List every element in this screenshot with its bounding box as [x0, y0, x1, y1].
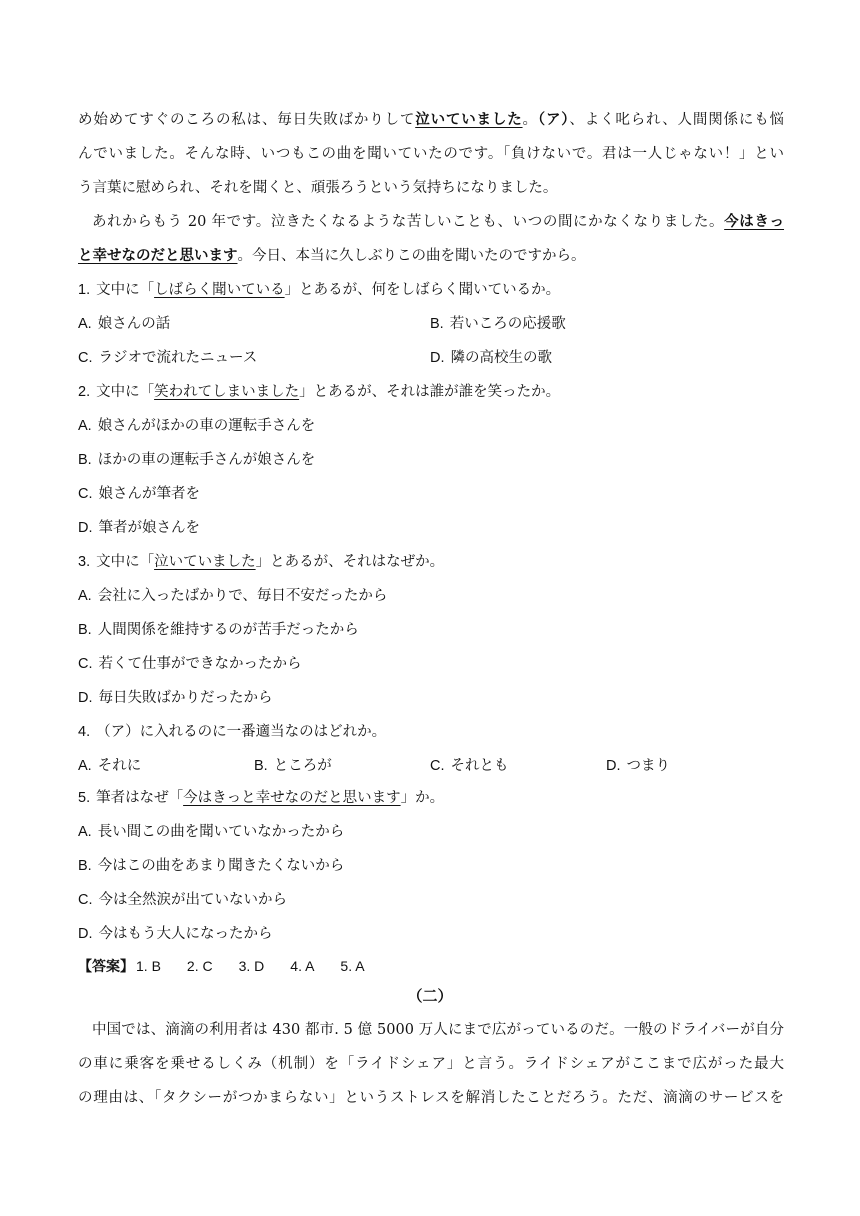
option-text: 娘さんが筆者を — [98, 486, 200, 502]
passage-line — [92, 212, 784, 232]
option-a — [78, 822, 344, 842]
question-text: 文中に「 — [96, 554, 155, 570]
answer-item: 4. A — [290, 958, 315, 974]
option-label: D. — [78, 520, 93, 536]
question-text: 筆者はなぜ「 — [96, 790, 184, 806]
option-c — [78, 890, 287, 910]
answer-item: 5. A — [340, 958, 365, 974]
option-label: A. — [78, 758, 92, 774]
passage-line: の車に乗客を乗せるしくみ（机制）を「ライドシェア」と言う。ライドシェアがここまで広がった最大 — [78, 1056, 784, 1072]
question-3 — [78, 552, 784, 572]
passage-text: め始めてすぐのころの私は、毎日失敗ばかりして — [78, 112, 416, 128]
option-label: C. — [430, 758, 445, 774]
option-text: 娘さんの話 — [97, 316, 171, 332]
option-b — [78, 620, 359, 640]
option-label: D. — [78, 926, 93, 942]
passage-line — [78, 246, 784, 266]
option-text: 若いころの応援歌 — [449, 316, 566, 332]
option-a — [78, 756, 141, 776]
question-text: （ア）に入れるのに一番適当なのはどれか。 — [96, 724, 387, 740]
question-2 — [78, 382, 784, 402]
option-c — [78, 348, 257, 368]
option-text: ラジオで流れたニュース — [98, 350, 258, 366]
option-text: 長い間この曲を聞いていなかったから — [97, 824, 345, 840]
option-label: C. — [78, 656, 93, 672]
option-label: B. — [78, 622, 92, 638]
option-d — [78, 518, 200, 538]
option-d — [78, 688, 273, 708]
option-label: A. — [78, 316, 92, 332]
option-text: 筆者が娘さんを — [98, 520, 200, 536]
question-5 — [78, 788, 784, 808]
question-text: 」とあるが、何をしばらく聞いているか。 — [284, 282, 561, 298]
passage-text: 、よく叱られ、人間関係にも悩 — [569, 112, 785, 128]
underlined-phrase: と幸せなのだと思います — [78, 247, 238, 264]
question-number: 3. — [78, 554, 91, 570]
option-text: それとも — [450, 758, 509, 774]
option-label: D. — [78, 690, 93, 706]
passage-text: あれからもう 20 年です。泣きたくなるような苦しいことも、いつの間にかなくなりました。 — [92, 214, 725, 230]
answer-item: 3. D — [238, 958, 265, 974]
passage-text: 。今日、本当に久しぶりこの曲を聞いたのですから。 — [237, 248, 586, 264]
question-text: 文中に「 — [96, 282, 155, 298]
option-text: 隣の高校生の歌 — [450, 350, 552, 366]
option-a — [78, 416, 315, 436]
question-number: 5. — [78, 790, 91, 806]
option-text: 今は全然涙が出ていないから — [98, 892, 287, 908]
option-label: B. — [430, 316, 444, 332]
question-text: 」とあるが、それはなぜか。 — [255, 554, 445, 570]
blank-marker: （ア） — [537, 111, 570, 128]
question-text: 文中に「 — [96, 384, 155, 400]
option-text: それに — [97, 758, 142, 774]
option-label: D. — [606, 758, 621, 774]
answer-item: 2. C — [186, 958, 213, 974]
option-c — [430, 756, 509, 776]
question-number: 2. — [78, 384, 91, 400]
question-number: 1. — [78, 282, 91, 298]
option-label: B. — [78, 858, 92, 874]
option-text: ほかの車の運転手さんが娘さんを — [97, 452, 316, 468]
passage-line: う言葉に慰められ、それを聞くと、頑張ろうという気持ちになりました。 — [78, 180, 558, 196]
option-label: D. — [430, 350, 445, 366]
option-b — [78, 450, 315, 470]
option-a — [78, 586, 387, 606]
option-text: ところが — [273, 758, 332, 774]
question-4 — [78, 722, 784, 742]
option-label: A. — [78, 418, 92, 434]
answer-key — [78, 956, 391, 977]
underlined-phrase: 今はきっ — [724, 213, 785, 230]
option-text: 会社に入ったばかりで、毎日不安だったから — [97, 588, 388, 604]
option-c — [78, 484, 200, 504]
underlined-phrase: 泣いていました — [415, 111, 523, 128]
option-d — [430, 348, 552, 368]
option-label: A. — [78, 824, 92, 840]
option-text: 若くて仕事ができなかったから — [98, 656, 302, 672]
option-b — [430, 314, 566, 334]
passage-line — [78, 110, 784, 130]
option-text: つまり — [626, 758, 670, 774]
option-d — [606, 756, 670, 776]
option-text: 今はこの曲をあまり聞きたくないから — [97, 858, 345, 874]
option-text: 毎日失敗ばかりだったから — [98, 690, 273, 706]
option-label: C. — [78, 486, 93, 502]
option-label: B. — [78, 452, 92, 468]
option-label: A. — [78, 588, 92, 604]
question-1 — [78, 280, 784, 300]
question-number: 4. — [78, 724, 91, 740]
option-c — [78, 654, 302, 674]
underlined-phrase: 泣いていました — [154, 554, 256, 570]
underlined-phrase: しばらく聞いている — [154, 282, 285, 298]
option-label: C. — [78, 892, 93, 908]
option-b — [254, 756, 332, 776]
option-label: C. — [78, 350, 93, 366]
question-text: 」とあるが、それは誰が誰を笑ったか。 — [299, 384, 561, 400]
option-a — [78, 314, 170, 334]
option-text: 今はもう大人になったから — [98, 926, 273, 942]
underlined-phrase: 今はきっと幸せなのだと思います — [183, 790, 401, 806]
passage-line: んでいました。そんな時、いつもこの曲を聞いていたのです。「負けないで。君は一人じゃない！」とい — [78, 146, 784, 162]
option-text: 人間関係を維持するのが苦手だったから — [97, 622, 359, 638]
option-d — [78, 924, 273, 944]
underlined-phrase: 笑われてしまいました — [154, 384, 300, 400]
answer-item: 1. B — [136, 958, 161, 974]
passage-line: 中国では、滴滴の利用者は 430 都市. 5 億 5000 万人にまで広がっているのだ。一般のドライバーが自分 — [92, 1022, 784, 1038]
option-label: B. — [254, 758, 268, 774]
passage-line: の理由は、「タクシーがつかまらない」というストレスを解消したことだろう。ただ、滴滴のサービスを — [78, 1090, 784, 1106]
option-b — [78, 856, 344, 876]
question-text: 」か。 — [400, 790, 445, 806]
answer-label: 【答案】 — [78, 959, 134, 975]
passage-text: 。 — [522, 112, 538, 128]
section-heading: （二） — [407, 987, 453, 1005]
option-text: 娘さんがほかの車の運転手さんを — [97, 418, 316, 434]
